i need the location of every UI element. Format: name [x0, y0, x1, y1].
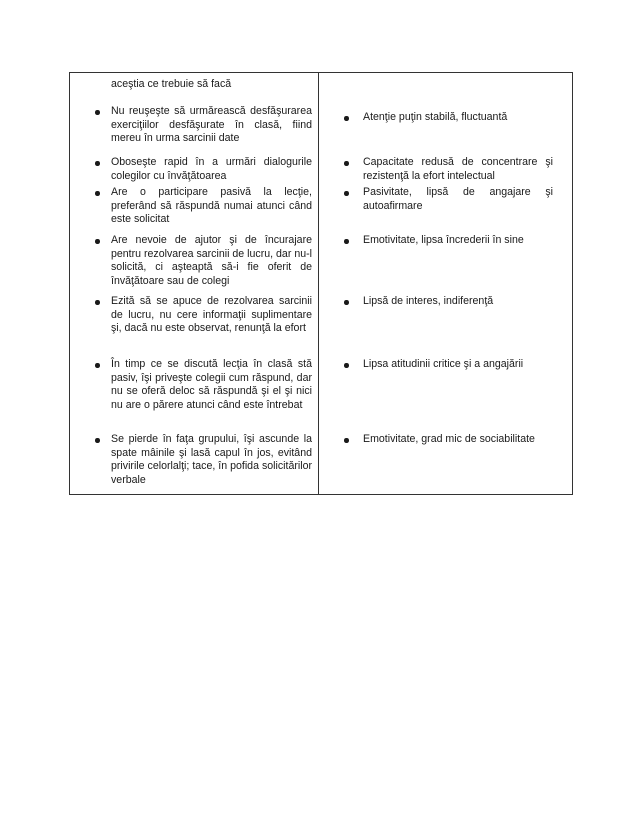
bullet-icon [95, 363, 100, 368]
trait-item [363, 433, 553, 447]
behavior-text: Are nevoie de ajutor şi de încurajare pentru rezolvarea sarcinii de lucru, dar nu-l solicită, ci aşteaptă să-i fie oferit de învăţătoare sau de colegi [111, 234, 312, 288]
trait-text: Lipsa atitudinii critice şi a angajării [363, 358, 524, 370]
behavior-item [111, 234, 312, 289]
trait-text: Capacitate redusă de concentrare şi rezistenţă la efort intelectual [363, 156, 553, 182]
behavior-text: Are o participare pasivă la lecţie, preferând să răspundă numai atunci când este solicitat [111, 186, 312, 226]
bullet-icon [344, 363, 349, 368]
bullet-icon [95, 191, 100, 196]
behavior-item [111, 186, 312, 227]
trait-text: Atenţie puţin stabilă, fluctuantă [363, 111, 508, 123]
behavior-text: Nu reuşeşte să urmărească desfăşurarea exerciţiilor desfăşurate în clasă, fiind mereu în urma sarcinii date [111, 105, 312, 145]
continuation-text: aceştia ce trebuie să facă [111, 78, 232, 90]
behavior-item [111, 295, 312, 336]
bullet-icon [95, 239, 100, 244]
behavior-text: Ezită să se apuce de rezolvarea sarcinii de lucru, nu cere informaţii suplimentare şi, dacă nu este observat, renunţă la efort [111, 295, 312, 335]
bullet-icon [95, 438, 100, 443]
bullet-icon [344, 116, 349, 121]
trait-column [319, 73, 572, 494]
trait-text: Lipsă de interes, indiferenţă [363, 295, 494, 307]
bullet-icon [344, 438, 349, 443]
bullet-icon [95, 110, 100, 115]
bullet-icon [344, 300, 349, 305]
trait-item [363, 186, 553, 213]
behavior-item [111, 156, 312, 183]
trait-item [363, 111, 553, 125]
trait-text: Pasivitate, lipsă de angajare şi autoafirmare [363, 186, 553, 212]
bullet-icon [95, 161, 100, 166]
trait-item [363, 358, 553, 372]
behavior-column [70, 73, 319, 494]
bullet-icon [344, 161, 349, 166]
trait-item [363, 234, 553, 248]
bullet-icon [344, 191, 349, 196]
bullet-icon [95, 300, 100, 305]
trait-text: Emotivitate, grad mic de sociabilitate [363, 433, 535, 445]
behavior-text: Oboseşte rapid în a urmări dialogurile colegilor cu învăţătoarea [111, 156, 312, 182]
trait-item [363, 295, 553, 309]
behavior-table [69, 72, 573, 495]
bullet-icon [344, 239, 349, 244]
behavior-text: În timp ce se discută lecţia în clasă stă pasiv, îşi priveşte colegii cum răspund, dar nu se oferă deloc să răspundă şi el şi nici nu are o părere atunci când este întrebat [111, 358, 312, 412]
trait-item [363, 156, 553, 183]
behavior-item [111, 358, 312, 413]
behavior-item [111, 433, 312, 488]
trait-text: Emotivitate, lipsa încrederii în sine [363, 234, 524, 246]
behavior-text: Se pierde în faţa grupului, îşi ascunde la spate mâinile şi lasă capul în jos, evitând privirile celorlalţi; tace, în pofida solicitărilor verbale [111, 433, 312, 487]
behavior-item [111, 105, 312, 146]
